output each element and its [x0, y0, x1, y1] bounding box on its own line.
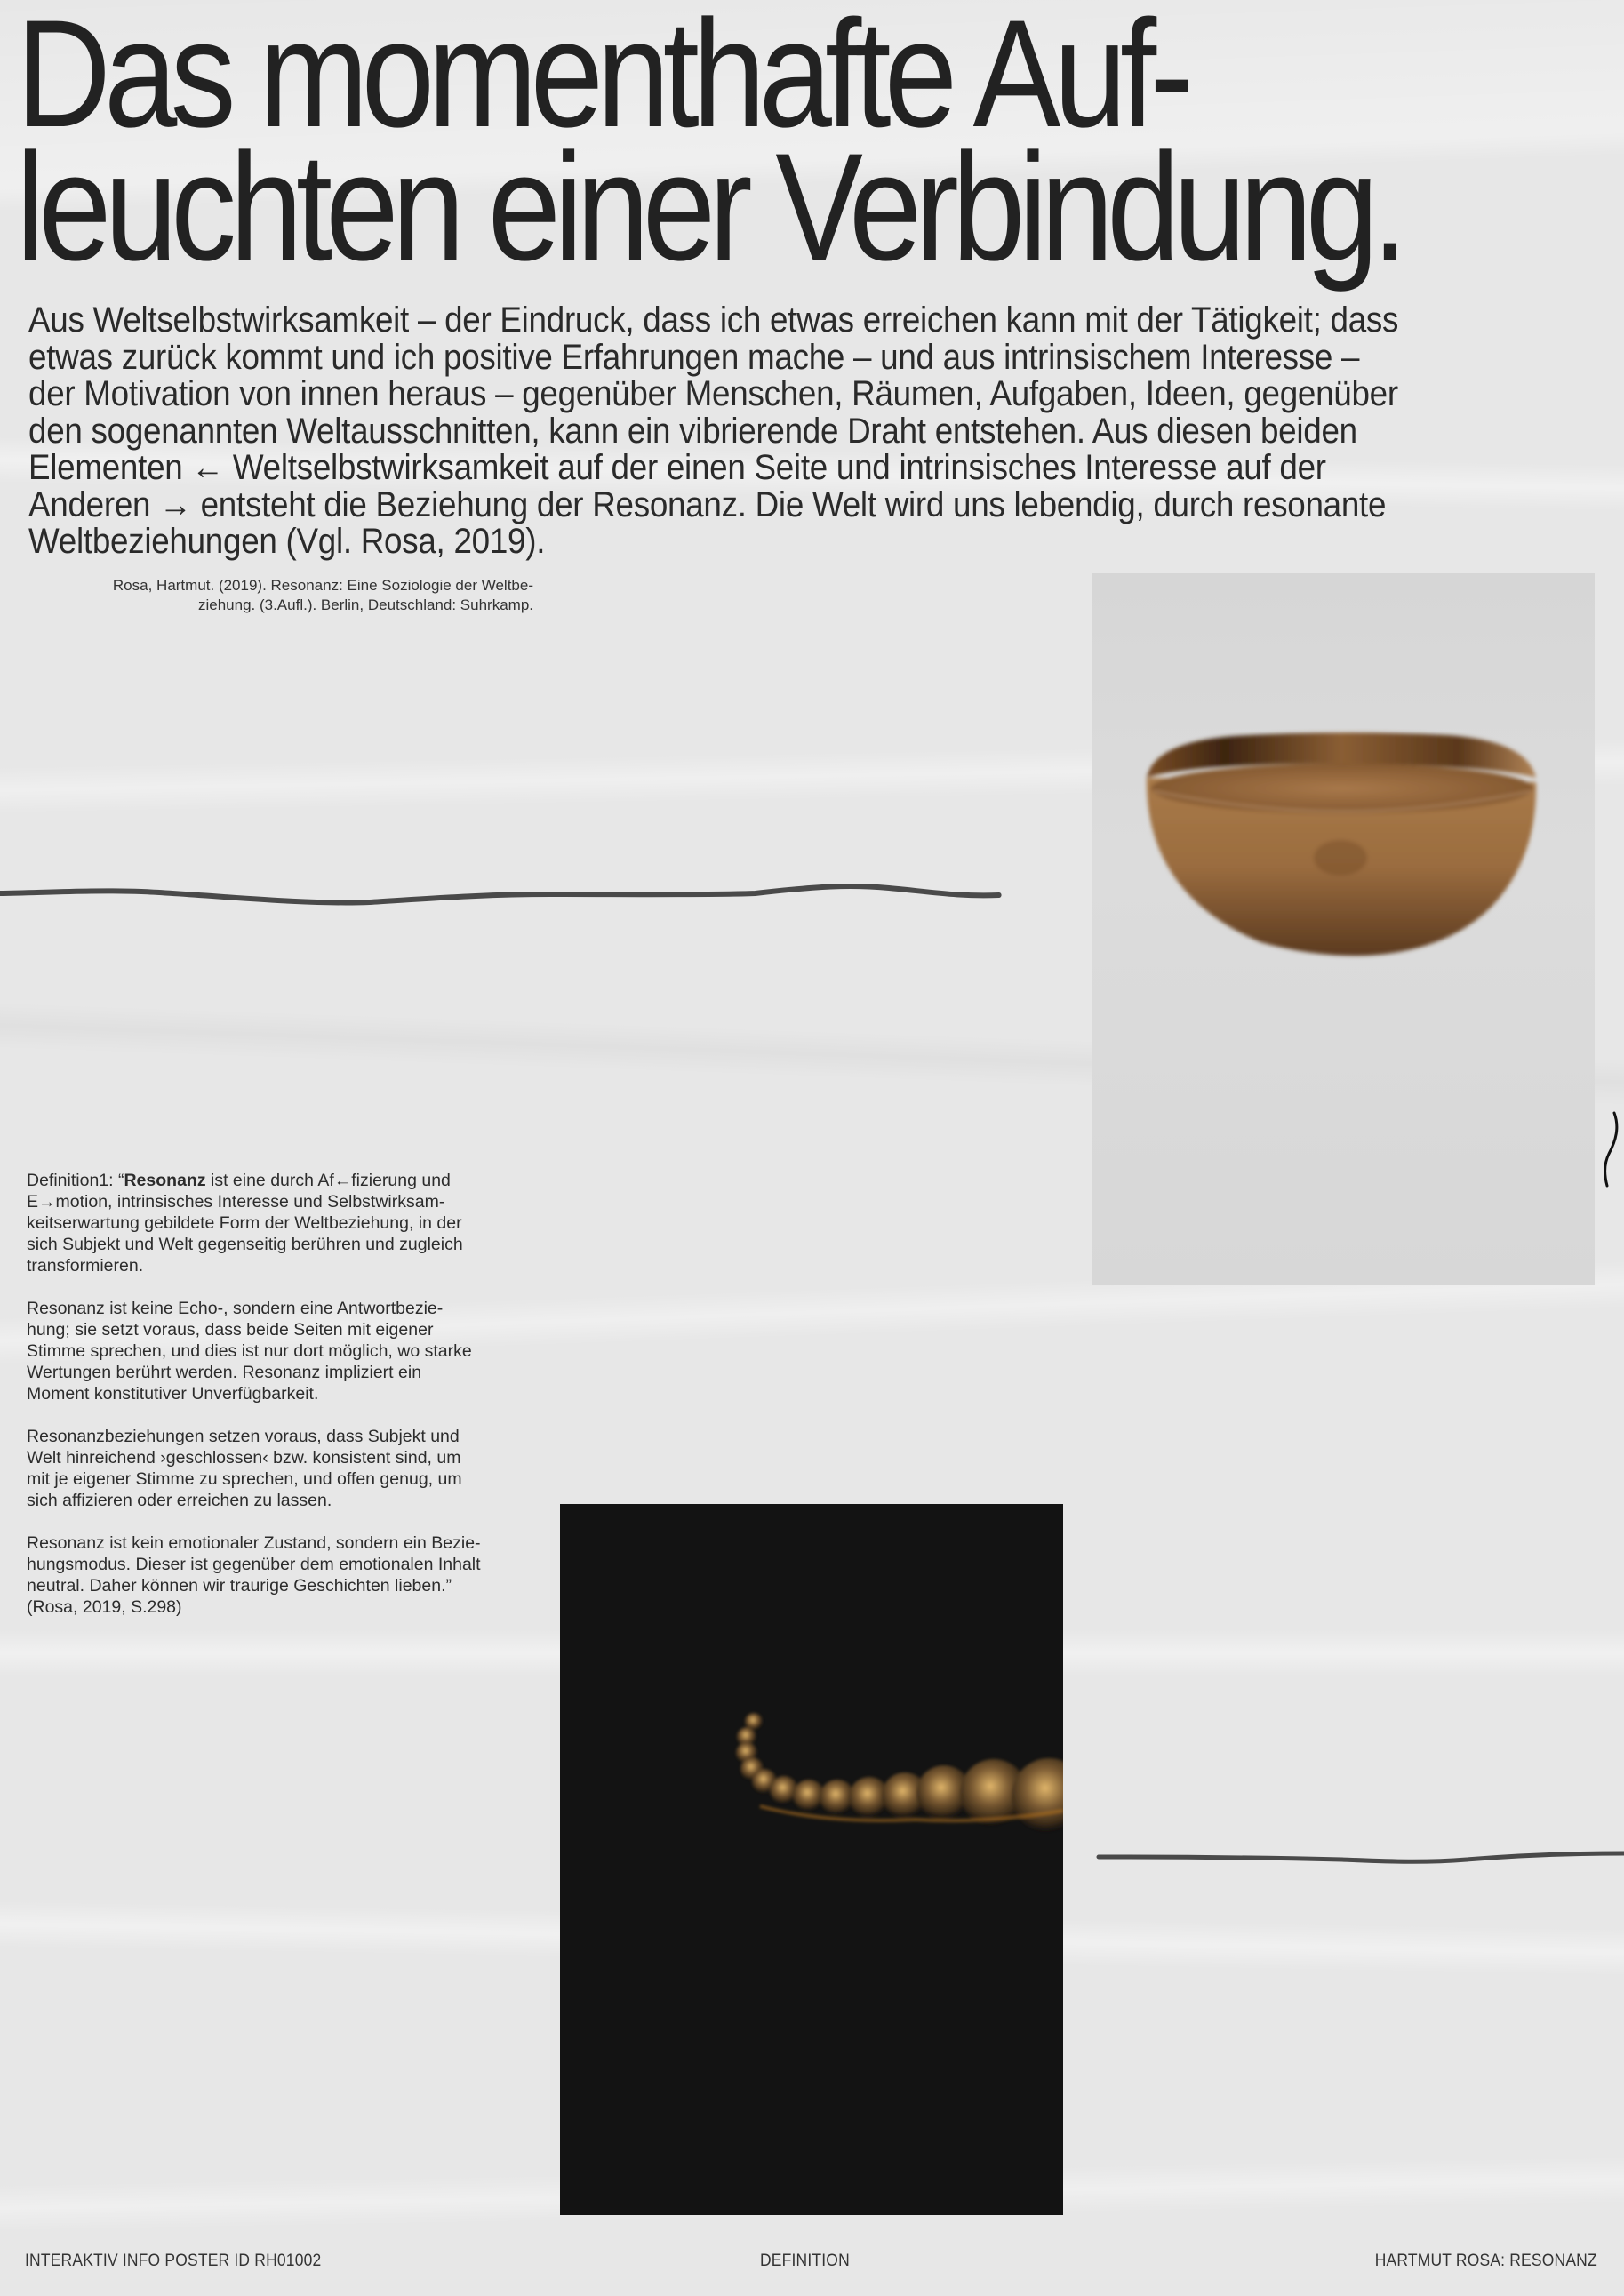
- definition-line: Stimme sprechen, und dies ist nur dort möglich, wo starke: [27, 1341, 472, 1361]
- definition-line: sich Subjekt und Welt gegenseitig berühren und zugleich: [27, 1235, 463, 1254]
- bowl-illustration: [1092, 573, 1595, 1285]
- page-title: [16, 0, 1402, 292]
- definition-line: E→motion, intrinsisches Interesse und Selbstwirksam-: [27, 1192, 445, 1212]
- squiggle-mark: [1600, 1109, 1621, 1189]
- definition-line: Wertungen berührt werden. Resonanz impliziert ein: [27, 1363, 422, 1382]
- definition-paragraph-4: [27, 1532, 560, 1618]
- intro-line: Weltbeziehungen (Vgl. Rosa, 2019).: [28, 522, 546, 561]
- definition-line: Resonanz ist keine Echo-, sondern eine Antwortbezie-: [27, 1299, 444, 1318]
- definition-line: Resonanz ist kein emotionaler Zustand, sondern ein Bezie-: [27, 1533, 481, 1553]
- definition-line: keitserwartung gebildete Form der Weltbeziehung, in der: [27, 1213, 462, 1233]
- definition-line: Moment konstitutiver Unverfügbarkeit.: [27, 1384, 319, 1404]
- intro-line: etwas zurück kommt und ich positive Erfahrungen mache – und aus intrinsischem Interesse –: [28, 337, 1360, 377]
- definition-line: hung; sie setzt voraus, dass beide Seiten mit eigener: [27, 1320, 434, 1340]
- definition-line: [27, 1170, 560, 1191]
- definition-line: (Rosa, 2019, S.298): [27, 1597, 182, 1617]
- wavy-line-left: [0, 876, 1004, 911]
- footer-poster-id: INTERAKTIV INFO POSTER ID RH01002: [25, 2252, 322, 2270]
- intro-line: Elementen ← Weltselbstwirksamkeit auf der einen Seite und intrinsisches Interesse auf der: [28, 448, 1326, 487]
- term-resonanz: Resonanz: [124, 1171, 206, 1190]
- definition-line-rest: ist eine durch Af←fizierung und: [205, 1171, 451, 1190]
- footer-section: DEFINITION: [760, 2252, 850, 2270]
- definition-line: sich affizieren oder erreichen zu lassen.: [27, 1491, 332, 1510]
- intro-line: der Motivation von innen heraus – gegenüber Menschen, Räumen, Aufgaben, Ideen, gegenüber: [28, 374, 1398, 413]
- intro-line: den sogenannten Weltausschnitten, kann ein vibrierende Draht entstehen. Aus diesen beiden: [28, 411, 1357, 451]
- chain-image: [560, 1504, 1063, 2215]
- intro-line: Anderen → entsteht die Beziehung der Resonanz. Die Welt wird uns lebendig, durch resonante: [28, 484, 1387, 524]
- definition-paragraph-1: [27, 1170, 560, 1276]
- definition-line: Resonanzbeziehungen setzen voraus, dass Subjekt und: [27, 1427, 460, 1446]
- citation: [27, 576, 533, 615]
- intro-paragraph: [28, 302, 1582, 561]
- footer-topic: HARTMUT ROSA: RESONANZ: [1374, 2252, 1597, 2270]
- definition-paragraph-2: [27, 1298, 560, 1404]
- definition-prefix: Definition1: “: [27, 1171, 124, 1190]
- definition-line: transformieren.: [27, 1256, 144, 1276]
- twisted-strand-illustration: [560, 1504, 1063, 2215]
- definition-line: Welt hinreichend ›geschlossen‹ bzw. konsistent sind, um: [27, 1448, 461, 1468]
- title-line-2: leuchten einer Verbindung.: [16, 122, 1402, 292]
- definition-text: [27, 1170, 560, 1639]
- citation-line: ziehung. (3.Aufl.). Berlin, Deutschland: Suhrkamp.: [197, 596, 533, 613]
- definition-paragraph-3: [27, 1426, 560, 1511]
- definition-line: hungsmodus. Dieser ist gegenüber dem emotionalen Inhalt: [27, 1555, 481, 1574]
- bowl-image: [1092, 573, 1595, 1285]
- intro-line: Aus Weltselbstwirksamkeit – der Eindruck, dass ich etwas erreichen kann mit der Tätigkeit; dass: [28, 300, 1399, 340]
- wavy-line-right: [1093, 1844, 1624, 1871]
- title-line-1: Das momenthafte Auf-: [16, 0, 1187, 159]
- definition-line: neutral. Daher können wir traurige Geschichten lieben.”: [27, 1576, 452, 1596]
- definition-line: mit je eigener Stimme zu sprechen, und offen genug, um: [27, 1469, 462, 1489]
- citation-line: Rosa, Hartmut. (2019). Resonanz: Eine Soziologie der Weltbe-: [112, 577, 533, 594]
